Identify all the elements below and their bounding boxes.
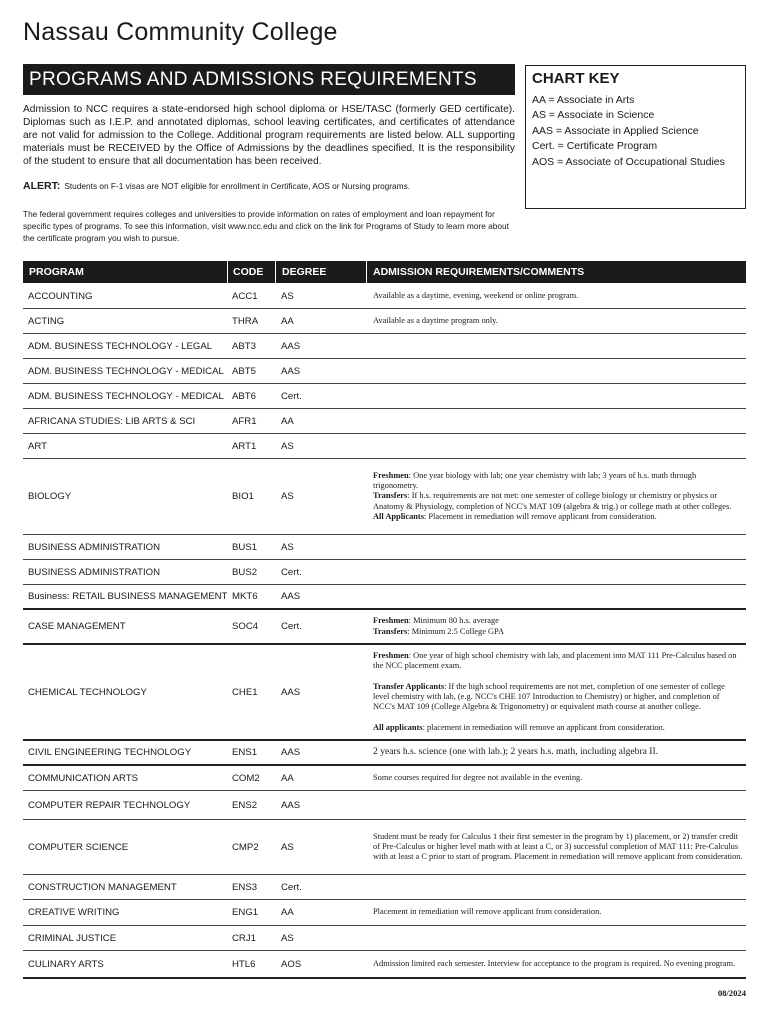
code-cell: SOC4 xyxy=(232,621,259,632)
program-cell: ADM. BUSINESS TECHNOLOGY - LEGAL xyxy=(28,340,213,352)
program-cell: COMPUTER REPAIR TECHNOLOGY xyxy=(28,799,191,811)
program-cell: BUSINESS ADMINISTRATION xyxy=(28,541,161,553)
table-row xyxy=(23,820,746,875)
program-cell: CREATIVE WRITING xyxy=(28,907,120,918)
chart-key-item: AOS = Associate of Occupational Studies xyxy=(532,155,725,168)
requirement-body: : Minimum 80 h.s. average xyxy=(408,616,499,626)
requirement-paragraph xyxy=(373,651,743,672)
code-cell: ENS3 xyxy=(232,881,258,893)
requirements-cell xyxy=(373,820,743,874)
table-row xyxy=(23,309,746,334)
chart-key-title: CHART KEY xyxy=(532,70,620,87)
requirements-cell xyxy=(373,610,743,643)
code-cell: ABT3 xyxy=(232,340,256,352)
program-cell: BUSINESS ADMINISTRATION xyxy=(28,566,161,578)
requirement-body: : Placement in remediation will remove applicant from consideration. xyxy=(423,511,657,521)
requirement-paragraph xyxy=(373,773,582,783)
code-cell: CHE1 xyxy=(232,686,258,698)
requirements-cell xyxy=(373,359,743,383)
requirements-cell xyxy=(373,434,743,458)
degree-cell: Cert. xyxy=(281,566,302,578)
header-divider xyxy=(366,261,367,283)
table-row xyxy=(23,334,746,359)
program-cell: CIVIL ENGINEERING TECHNOLOGY xyxy=(28,747,192,758)
degree-cell: AOS xyxy=(281,958,302,970)
requirements-cell xyxy=(373,384,743,408)
table-row xyxy=(23,645,746,741)
requirements-cell xyxy=(373,535,743,559)
table-row xyxy=(23,384,746,409)
code-cell: ENS1 xyxy=(232,747,258,758)
requirements-text xyxy=(373,959,735,969)
requirement-paragraph xyxy=(373,959,735,969)
table-row xyxy=(23,791,746,820)
program-cell: COMPUTER SCIENCE xyxy=(28,841,129,853)
header-code: CODE xyxy=(233,266,264,278)
intro-paragraph: Admission to NCC requires a state-endorsed high school diploma or HSE/TASC (formerly GED certificate). Diplomas such as I.E.P. and annotated diplomas, school leaving certificates, and certificates of attendance are not valid for admission to the College. Additional program requirements are listed below. ALL supporting materials must be RECEIVED by the Office of Admissions by the deadlines specified. It is the responsibility of the student to ensure that all documentation has been received. xyxy=(23,104,515,168)
requirement-body: Available as a daytime, evening, weekend or online program. xyxy=(373,290,579,300)
table-row xyxy=(23,900,746,926)
requirement-label: Freshmen xyxy=(373,651,409,661)
requirement-paragraph xyxy=(373,616,504,626)
requirement-paragraph xyxy=(373,512,743,522)
program-cell: ACCOUNTING xyxy=(28,290,93,302)
degree-cell: Cert. xyxy=(281,621,302,632)
code-cell: THRA xyxy=(232,315,259,327)
header-divider xyxy=(275,261,276,283)
degree-cell: AAS xyxy=(281,686,301,698)
requirement-paragraph xyxy=(373,682,743,713)
program-cell: ADM. BUSINESS TECHNOLOGY - MEDICAL xyxy=(28,390,224,402)
requirement-body: : Minimum 2.5 College GPA xyxy=(407,626,504,636)
code-cell: ABT6 xyxy=(232,390,256,402)
requirements-cell xyxy=(373,309,743,333)
code-cell: ART1 xyxy=(232,440,257,452)
code-cell: BUS1 xyxy=(232,541,258,553)
table-row xyxy=(23,951,746,979)
degree-cell: AAS xyxy=(281,365,301,377)
chart-key-item: AA = Associate in Arts xyxy=(532,94,635,106)
requirement-body: : One year of high school chemistry with lab, and placement into MAT 111 Pre-Calculus based on the NCC placement exam. xyxy=(373,651,737,671)
program-cell: CONSTRUCTION MANAGEMENT xyxy=(28,881,177,893)
requirement-label: All Applicants xyxy=(373,511,424,521)
requirements-cell xyxy=(373,334,743,358)
chart-key-item: AAS = Associate in Applied Science xyxy=(532,124,699,137)
chart-key-item: Cert. = Certificate Program xyxy=(532,140,658,153)
requirement-label: All applicants xyxy=(373,722,423,732)
degree-cell: Cert. xyxy=(281,881,302,893)
requirements-text xyxy=(373,773,582,783)
code-cell: AFR1 xyxy=(232,415,257,427)
requirements-text xyxy=(373,907,601,917)
requirements-cell xyxy=(373,875,743,899)
code-cell: CRJ1 xyxy=(232,932,256,944)
requirement-paragraph xyxy=(373,316,498,326)
requirements-text xyxy=(373,651,743,733)
program-cell: CRIMINAL JUSTICE xyxy=(28,932,117,944)
program-cell: BIOLOGY xyxy=(28,491,72,502)
degree-cell: AA xyxy=(281,315,294,327)
degree-cell: AS xyxy=(281,541,294,553)
table-row xyxy=(23,535,746,560)
requirement-body: Available as a daytime program only. xyxy=(373,315,498,325)
degree-cell: AS xyxy=(281,290,294,302)
table-row xyxy=(23,359,746,384)
page-banner: PROGRAMS AND ADMISSIONS REQUIREMENTS xyxy=(23,64,515,95)
code-cell: ENS2 xyxy=(232,799,258,811)
program-cell: ADM. BUSINESS TECHNOLOGY - MEDICAL xyxy=(28,365,224,377)
degree-cell: AS xyxy=(281,440,294,452)
requirement-paragraph xyxy=(373,291,578,301)
code-cell: ABT5 xyxy=(232,365,256,377)
degree-cell: AS xyxy=(281,491,294,502)
table-row xyxy=(23,741,746,766)
requirement-body: : One year biology with lab; one year chemistry with lab; 3 years of h.s. math through trigonometry. xyxy=(373,470,697,491)
degree-cell: Cert. xyxy=(281,390,302,402)
requirements-cell xyxy=(373,645,743,739)
header-divider xyxy=(227,261,228,283)
degree-cell: AS xyxy=(281,841,294,853)
requirement-body: : If the high school requirements are not met, completion of one semester of college level chemistry with lab, (e.g. NCC's CHE 107 Introduction to Chemistry) or higher, and completion of NCC's MAT 109 (College Algebra & Trigonometry) or equivalent math course at another college. xyxy=(373,681,725,712)
table-row xyxy=(23,875,746,900)
program-cell: ACTING xyxy=(28,315,65,327)
requirement-label: Freshmen xyxy=(373,470,409,480)
requirements-cell xyxy=(373,284,743,308)
chart-key-item: AS = Associate in Science xyxy=(532,109,655,122)
degree-cell: AS xyxy=(281,932,294,944)
table-row xyxy=(23,409,746,434)
requirements-cell xyxy=(373,766,743,790)
table-row xyxy=(23,610,746,645)
code-cell: MKT6 xyxy=(232,591,258,602)
program-cell: CASE MANAGEMENT xyxy=(28,621,126,632)
degree-cell: AAS xyxy=(281,747,301,758)
requirement-paragraph xyxy=(373,832,743,863)
table-row xyxy=(23,434,746,459)
code-cell: ACC1 xyxy=(232,290,258,302)
requirements-text xyxy=(373,616,504,637)
requirement-body: Some courses required for degree not available in the evening. xyxy=(373,772,583,782)
requirements-cell xyxy=(373,791,743,819)
requirements-cell xyxy=(373,585,743,608)
program-cell: CULINARY ARTS xyxy=(28,958,104,970)
degree-cell: AA xyxy=(281,415,294,427)
degree-cell: AA xyxy=(281,772,294,784)
alert-text: Students on F-1 visas are NOT eligible for enrollment in Certificate, AOS or Nursing programs. xyxy=(64,181,411,191)
requirements-text xyxy=(373,832,743,863)
table-row xyxy=(23,284,746,309)
table-row xyxy=(23,766,746,791)
program-cell: CHEMICAL TECHNOLOGY xyxy=(28,686,147,698)
table-row xyxy=(23,560,746,585)
requirement-label: Transfers xyxy=(373,626,408,636)
requirements-text xyxy=(373,316,498,326)
table-row xyxy=(23,926,746,951)
requirements-cell xyxy=(373,926,743,950)
requirement-body: : placement in remediation will remove an applicant from consideration. xyxy=(422,722,665,732)
table-header xyxy=(23,261,746,283)
table-row xyxy=(23,459,746,535)
header-requirements: ADMISSION REQUIREMENTS/COMMENTS xyxy=(373,266,585,278)
requirement-paragraph xyxy=(373,907,601,917)
requirements-cell xyxy=(373,459,743,534)
requirements-text xyxy=(373,291,578,301)
code-cell: CMP2 xyxy=(232,841,259,853)
footer-date: 08/2024 xyxy=(717,988,746,998)
code-cell: BIO1 xyxy=(232,491,254,502)
college-name: Nassau Community College xyxy=(23,18,338,46)
requirements-cell xyxy=(373,900,743,925)
requirements-text xyxy=(373,747,658,757)
requirement-body: : If h.s. requirements are not met: one semester of college biology or chemistry or physics or Anatomy & Physiology, completion of NCC's MAT 109 (algebra & trig.) or college math at other colleges. xyxy=(373,491,732,511)
requirements-cell xyxy=(373,741,743,764)
requirement-body: 2 years h.s. science (one with lab.); 2 years h.s. math, including algebra II. xyxy=(373,746,659,758)
requirement-body: Admission limited each semester. Interview for acceptance to the program is required. No evening program. xyxy=(373,958,736,968)
program-cell: COMMUNICATION ARTS xyxy=(28,772,138,784)
requirement-body: Student must be ready for Calculus 1 their first semester in the program by 1) placement, or 2) transfer credit of Pre-Calculus or higher level math with at least a C, or 3) successful completion of MAT 111: Pre-Calculus with at least a C prior to start of program. Placement in remediation will remove applicant from consideration. xyxy=(373,831,743,862)
requirements-cell xyxy=(373,560,743,584)
requirements-cell xyxy=(373,409,743,433)
program-cell: ART xyxy=(28,440,48,452)
code-cell: BUS2 xyxy=(232,566,258,578)
requirement-label: Freshmen xyxy=(373,616,409,626)
requirement-paragraph xyxy=(373,471,743,492)
degree-cell: AA xyxy=(281,907,294,918)
program-cell: AFRICANA STUDIES: LIB ARTS & SCI xyxy=(28,415,196,427)
requirement-label: Transfer Applicants xyxy=(373,681,445,691)
alert-label: ALERT: xyxy=(23,180,61,192)
requirement-label: Transfers xyxy=(373,491,408,501)
code-cell: COM2 xyxy=(232,772,260,784)
degree-cell: AAS xyxy=(281,591,301,602)
alert-notice xyxy=(23,180,515,192)
federal-notice: The federal government requires colleges and universities to provide information on rates of employment and loan repayment for specific types of programs. To see this information, visit www.ncc.edu and click on the link for Programs of Study to learn more about the certificate program you wish to pursue. xyxy=(23,209,509,243)
requirement-paragraph xyxy=(373,723,743,733)
code-cell: HTL6 xyxy=(232,958,256,970)
requirement-paragraph xyxy=(373,491,743,512)
requirement-paragraph xyxy=(373,627,504,637)
header-degree: DEGREE xyxy=(282,266,327,278)
degree-cell: AAS xyxy=(281,799,301,811)
requirement-body: Placement in remediation will remove applicant from consideration. xyxy=(373,907,602,917)
requirement-paragraph xyxy=(373,747,658,757)
table-row xyxy=(23,585,746,610)
header-program: PROGRAM xyxy=(29,266,84,278)
requirements-cell xyxy=(373,951,743,977)
program-cell: Business: RETAIL BUSINESS MANAGEMENT xyxy=(28,591,228,602)
code-cell: ENG1 xyxy=(232,907,259,918)
degree-cell: AAS xyxy=(281,340,301,352)
chart-key xyxy=(525,65,746,209)
requirements-text xyxy=(373,471,743,522)
